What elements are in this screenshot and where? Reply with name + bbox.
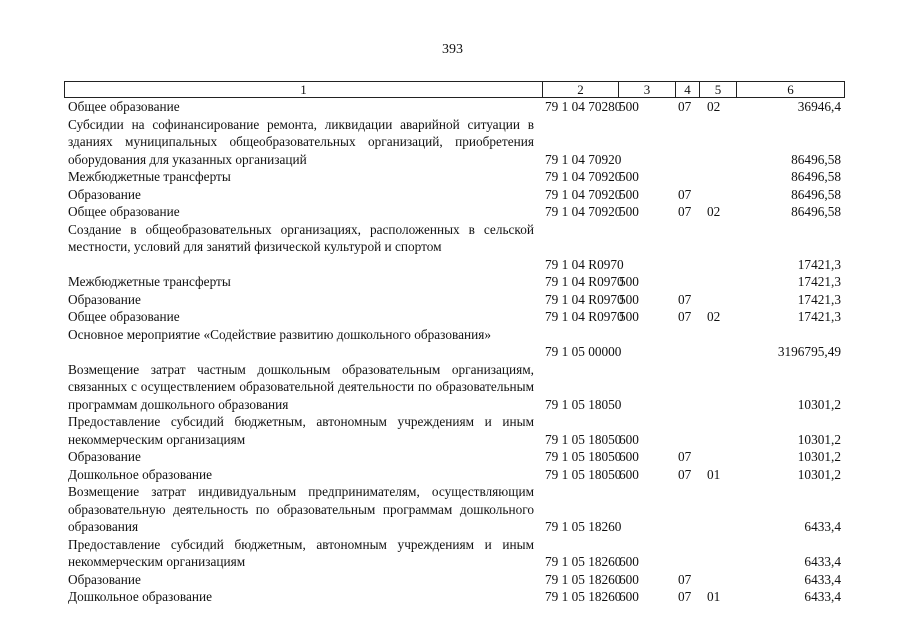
page-number: 393 xyxy=(442,42,463,57)
row-col-5: 02 xyxy=(707,309,721,324)
table-row xyxy=(64,98,845,116)
row-name: Межбюджетные трансферты xyxy=(68,169,231,184)
row-col-4: 07 xyxy=(678,291,692,307)
row-col-3: 500 xyxy=(619,204,639,219)
row-name: Дошкольное образование xyxy=(68,589,212,604)
row-col-3: 600 xyxy=(619,449,639,464)
row-col-3: 500 xyxy=(619,186,639,202)
row-code: 79 1 04 R0970 xyxy=(545,274,624,289)
row-amount: 17421,3 xyxy=(797,309,841,324)
row-amount: 6433,4 xyxy=(804,571,841,587)
row-amount: 86496,58 xyxy=(791,186,841,202)
table-row xyxy=(64,588,845,606)
row-amount: 36946,4 xyxy=(797,99,841,114)
row-name: Дошкольное образование xyxy=(68,466,212,482)
row-name: Общее образование xyxy=(68,99,180,114)
row-code: 79 1 04 70920 xyxy=(545,204,622,219)
table-body xyxy=(64,98,845,606)
row-amount: 86496,58 xyxy=(791,204,841,219)
row-col-4: 07 xyxy=(678,204,692,219)
row-col-4: 07 xyxy=(678,99,692,114)
header-cell-4: 4 xyxy=(675,82,699,97)
row-amount: 10301,2 xyxy=(797,449,841,464)
table-header xyxy=(64,81,845,98)
table-row xyxy=(64,536,845,571)
header-cell-6: 6 xyxy=(736,82,844,97)
row-col-5: 02 xyxy=(707,204,721,219)
row-col-3: 600 xyxy=(619,589,639,604)
row-col-3: 500 xyxy=(619,169,639,184)
table-row xyxy=(64,186,845,204)
table-row xyxy=(64,116,845,169)
row-name: Образование xyxy=(68,571,141,587)
row-col-3: 600 xyxy=(619,571,639,587)
row-col-3: 600 xyxy=(619,554,639,569)
row-amount: 6433,4 xyxy=(804,519,841,534)
row-name: Образование xyxy=(68,291,141,307)
row-col-3: 500 xyxy=(619,309,639,324)
row-code: 79 1 04 70280 xyxy=(545,99,622,114)
row-name: Предоставление субсидий бюджетным, автономным учреждениям и иным некоммерческим организациям xyxy=(68,536,534,569)
row-col-5: 01 xyxy=(707,589,721,604)
table-row xyxy=(64,483,845,536)
row-code: 79 1 04 R0970 xyxy=(545,291,624,307)
row-col-5: 02 xyxy=(707,99,721,114)
row-code: 79 1 05 18050 xyxy=(545,396,622,412)
row-col-3: 600 xyxy=(619,466,639,482)
row-code: 79 1 04 R0970 xyxy=(545,256,624,272)
header-cell-2: 2 xyxy=(542,82,618,97)
row-name: Предоставление субсидий бюджетным, автономным учреждениям и иным некоммерческим организациям xyxy=(68,414,534,447)
row-amount: 6433,4 xyxy=(804,554,841,569)
row-amount: 6433,4 xyxy=(804,589,841,604)
row-amount: 10301,2 xyxy=(797,396,841,412)
row-code: 79 1 05 18050 xyxy=(545,466,622,482)
row-col-4: 07 xyxy=(678,466,692,482)
table-row xyxy=(64,168,845,186)
row-name: Субсидии на софинансирование ремонта, ликвидации аварийной ситуации в зданиях муниципальных общеобразовательных организаций, приобретения оборудования для указанных организаций xyxy=(68,116,534,167)
row-code: 79 1 04 70920 xyxy=(545,151,622,167)
row-code: 79 1 05 18260 xyxy=(545,589,622,604)
row-name: Общее образование xyxy=(68,204,180,219)
row-name: Межбюджетные трансферты xyxy=(68,274,231,289)
header-cell-3: 3 xyxy=(618,82,675,97)
row-amount: 86496,58 xyxy=(791,169,841,184)
row-col-3: 600 xyxy=(619,431,639,447)
table-row xyxy=(64,413,845,448)
row-name: Основное мероприятие «Содействие развитию дошкольного образования» xyxy=(68,326,492,342)
row-amount: 17421,3 xyxy=(797,256,841,272)
row-name: Создание в общеобразовательных организациях, расположенных в сельской местности, условий для занятий физической культурой и спортом xyxy=(68,221,534,254)
table-row xyxy=(64,466,845,484)
row-amount: 17421,3 xyxy=(797,291,841,307)
row-name: Возмещение затрат индивидуальным предпринимателям, осуществляющим образовательную деятельность по образовательным программам дошкольного образования xyxy=(68,484,534,534)
row-col-4: 07 xyxy=(678,309,692,324)
row-amount: 86496,58 xyxy=(791,151,841,167)
row-name: Образование xyxy=(68,186,141,202)
row-amount: 17421,3 xyxy=(797,274,841,289)
table-row xyxy=(64,273,845,291)
table-row xyxy=(64,308,845,326)
budget-table xyxy=(64,81,845,606)
row-code: 79 1 04 R0970 xyxy=(545,309,624,324)
row-code: 79 1 05 18260 xyxy=(545,519,622,534)
row-col-3: 500 xyxy=(619,291,639,307)
row-code: 79 1 05 00000 xyxy=(545,344,622,359)
table-row xyxy=(64,221,845,274)
table-row xyxy=(64,361,845,414)
table-row xyxy=(64,326,845,361)
row-col-4: 07 xyxy=(678,589,692,604)
row-name: Образование xyxy=(68,449,141,464)
row-col-4: 07 xyxy=(678,571,692,587)
row-code: 79 1 05 18050 xyxy=(545,449,622,464)
row-col-3: 500 xyxy=(619,274,639,289)
row-col-3: 500 xyxy=(619,99,639,114)
header-cell-5: 5 xyxy=(699,82,736,97)
row-col-5: 01 xyxy=(707,466,721,482)
table-row xyxy=(64,448,845,466)
row-col-4: 07 xyxy=(678,449,692,464)
row-name: Общее образование xyxy=(68,309,180,324)
row-amount: 10301,2 xyxy=(797,431,841,447)
table-row xyxy=(64,203,845,221)
row-code: 79 1 04 70920 xyxy=(545,169,622,184)
row-amount: 3196795,49 xyxy=(777,344,841,359)
row-code: 79 1 05 18050 xyxy=(545,431,622,447)
table-row xyxy=(64,571,845,589)
table-row xyxy=(64,291,845,309)
row-name: Возмещение затрат частным дошкольным образовательным организациям, связанных с осуществлением образовательной деятельности по образовательным программам дошкольного образования xyxy=(68,361,534,412)
row-code: 79 1 04 70920 xyxy=(545,186,622,202)
header-cell-1: 1 xyxy=(300,82,307,97)
row-col-4: 07 xyxy=(678,186,692,202)
row-amount: 10301,2 xyxy=(797,466,841,482)
row-code: 79 1 05 18260 xyxy=(545,571,622,587)
row-code: 79 1 05 18260 xyxy=(545,554,622,569)
